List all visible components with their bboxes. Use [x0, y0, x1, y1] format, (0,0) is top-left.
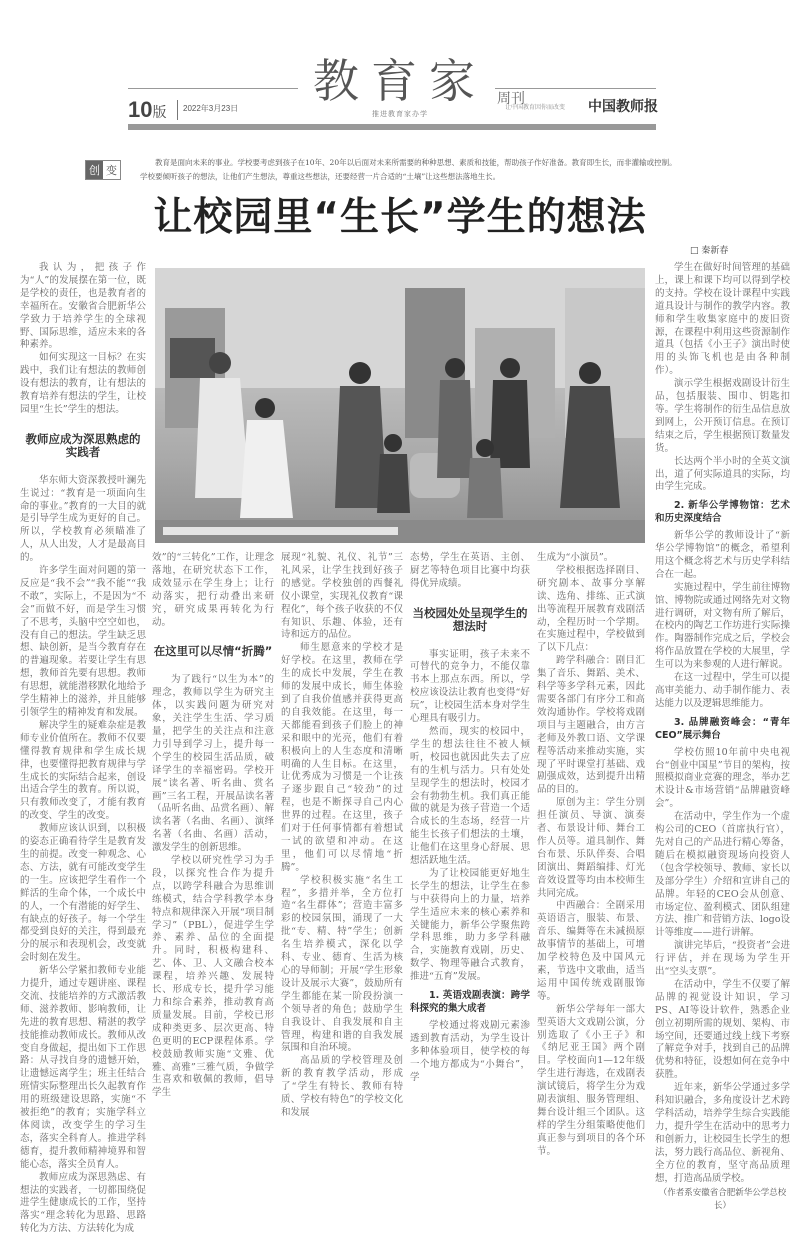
photo-group-students-teachers-icon: [155, 268, 645, 543]
subsection-heading: 2. 新华公学博物馆：艺术和历史深度结合: [655, 500, 790, 525]
article-column: [281, 552, 403, 1120]
paragraph: 学校根据选择剧目、研究剧本、故事分享解读、选角、排练、正式演出等流程开展教育戏剧活动，全程历时一个学期。在实施过程中，学校做到了以下几点：: [537, 564, 645, 654]
paragraph: 然而，现实的校园中，学生的想法往往不被人倾听，校园也就因此失去了应有的生机与活力。只有处处呈现学生的想法时，校园才会有勃勃生机。我们真正能做的就是为孩子营造一个适合成长的生态场，经营一片能生长孩子们想法的土壤，让他们在这里身心舒展、思想活跃地生活。: [410, 725, 530, 867]
paragraph: 跨学科融合：剧目汇集了音乐、舞蹈、美术、科学等多学科元素，因此需要各部门有序分工和高效沟通协作。学校将戏剧项目与主题融合，由方言老师及外教口语、文学课程等活动来推动实施，实现了平时课堂打基础、戏剧强成效，达到提升出精品的目的。: [537, 655, 645, 796]
article-column: [152, 552, 274, 1100]
paragraph: 高品质的学校管理及创新的教育教学活动，形成了“学生有特长、教师有特质、学校有特色”的学校文化和发展: [281, 1055, 403, 1118]
paper-logo: 中国教师报: [588, 99, 658, 115]
subsection-heading: 1. 英语戏剧表演：跨学科探究的集大成者: [410, 990, 530, 1014]
article-photo: [155, 268, 645, 543]
paragraph: 新华公学的教师设计了“新华公学博物馆”的概念，希望利用这个概念将艺术与历史学科结合在一起。: [655, 530, 790, 580]
article-column: [410, 552, 530, 1084]
paragraph: 教师应成为深思熟虑、有想法的实践者，一切都围绕促进学生健康成长的工作，坚持落实“理念转化为思路、思路转化为方法、方法转化为成: [20, 1171, 146, 1235]
paragraph: 中西融合：全剧采用英语语言，服装、布景、音乐、编舞等在未减损原故事情节的基础上，可增加学校特色及中国风元素，节选中文歌曲，适当运用中国传统戏剧服饰等。: [537, 900, 645, 1002]
paragraph: 新华公学每年一部大型英语大文戏剧公演，分别选取了《小王子》和《纳尼亚王国》两个剧目。学校面向1—12年级学生进行海选，在戏剧表演试镜后，将学生分为戏剧表演组、服务管理组、舞台设计组三个团队。这样的学生分组策略使他们真正参与到项目的各个环节。: [537, 1003, 645, 1157]
paragraph: 学校积极实施“名生工程”，多措并举，全方位打造“名生群体”；营造丰富多彩的校园氛围，涌现了一大批“专、精、特”学生；创新名生培养模式，深化以学科、专业、德育、生活为核心的导师制；开展“学生形象设计及展示大赛”，鼓励所有学生都能在某一阶段扮演一个领导者的角色；鼓励学生自我设计、自我发展和自主管理，构建和谐的自我发展氛围和自治环境。: [281, 874, 403, 1054]
edition-number-value: 10: [128, 97, 153, 122]
edition-unit: 版: [152, 104, 167, 120]
paragraph: 师生愿意来的学校才是好学校。在这里，教师在学生的成长中发展，学生在教师的发展中成长，师生体验到了自我价值感并获得更高的自我效能。在这里，每一天都能看到孩子们脸上的神采和眼中的光亮，他们有着积极向上的人生态度和清晰明确的人生目标。在这里，让优秀成为习惯是一个让孩子逐步跟自己“较劲”的过程，也是不断探寻自己内心世界的过程。在这里，孩子们对于任何事情都有着想试一试的欲望和冲动。在这里，他们可以尽情地“折腾”。: [281, 642, 403, 873]
paragraph: 在这一过程中，学生可以提高审美能力、动手制作能力、表达能力以及逻辑思维能力。: [655, 672, 790, 709]
article-byline: □ 秦新春: [690, 246, 729, 256]
paragraph: 学校仿照10年前中央电视台“创业中国星”节目的架构，按照模拟商业竞赛的理念，举办艺术设计&市场营销“品牌融资峰会”。: [655, 746, 790, 810]
paragraph: 解决学生的疑难杂症是教师专业价值所在。教师不仅要懂得教育规律和学生成长规律，也要懂得把教育规律与学生成长的实际结合起来，创设出适合学生的教育。所以说，只有教师改变了，才能有教育的改变、学生的改变。: [20, 719, 146, 822]
paragraph: 在活动中，学生作为一个虚构公司的CEO（首席执行官），先对自己的产品进行精心筹备，随后在模拟融资现场向投资人（包含学校领导、教师、家长以及部分学生）介绍和宣讲自己的品牌。年轻的CEO会从创意、市场定位、盈利模式、团队组建方法、推广和营销方法、logo设计等维度——进行讲解。: [655, 811, 790, 939]
paragraph: 许多学生面对问题的第一反应是“我不会”“我不能”“我不敢”，实际上，不是因为“不会”而做不好，而是学生习惯了不思考，头脑中空空如也，没有自己的想法。学生缺乏思想、缺创新，是当今教育存在的普遍现象。若要让学生有思想，教师首先要有思想。教师有思想，就能潜移默化地给予学生精神上的滋养，并且能够引领学生的精神发育和发展。: [20, 565, 146, 718]
masthead-bar: [128, 124, 656, 130]
edition-number: [128, 98, 166, 124]
paragraph: 华东师大资深教授叶澜先生说过：“教育是一项面向生命的事业。”教育的一大目的就是引导学生成为更好的自己。所以，学校教育必须瞄准了人，从人出发，人才是最高目的。: [20, 474, 146, 564]
article-column: [537, 552, 645, 1159]
paragraph: 演讲完毕后，“投资者”会进行评估，并在现场为学生开出“空头支票”。: [655, 940, 790, 978]
paragraph: 长达两个半小时的全英文演出，道了何实际道具的实际，均由学生完成。: [655, 455, 790, 493]
masthead-title: 教育家: [313, 54, 487, 108]
paragraph: 实施过程中，学生前往博物馆、博物院或通过网络先对文物进行调研，对文物有所了解后，在校内的陶艺工作坊进行实际操作。陶器制作完成之后，学校会将作品放置在学校的大展里，学生可以为来参观的人进行解说。: [655, 581, 790, 671]
article-column: [20, 262, 146, 1236]
masthead-weekly: 周刊: [497, 91, 525, 107]
author-note: （作者系安徽省合肥新华公学总校长）: [658, 1188, 787, 1212]
masthead-motto: 推进教育家办学: [372, 110, 428, 118]
paragraph: 效”的“三转化”工作，让理念落地，在研究状态下工作，成效显示在学生身上；让行动落实，把行动叠出来研究，研究成果再转化为行动。: [152, 552, 274, 628]
paragraph: 新华公学紧扣教师专业能力提升，通过专题讲座、课程交流、技能培养的方式激活教师、滋养教师、影响教师，让先进的教育思想、精湛的教学技能推动教师成长。教师从改变自身做起，提出如下工作思路：从寻找自身的遗憾开始，让遗憾远离学生；班主任结合班情实际整理出长久起教育作用的班级建设思路，实施“不被拒绝”的教育；实施学科立体阅读，改变学生的学习生态，落实全科育人。推进学科德育，提升教师精神境界和智能心态，落实全员育人。: [20, 965, 146, 1170]
section-badge: [85, 160, 121, 180]
paragraph: 在活动中，学生不仅要了解品牌的视觉设计知识，学习PS、AI等设计软件，熟悉企业创立初期所需的规划、架构、市场空间，还要通过线上线下考察了解竞争对手，找到自己的品牌优势和特征，设想如何在竞争中获胜。: [655, 978, 790, 1081]
section-heading: 教师应成为深思熟虑的实践者: [25, 431, 141, 459]
paragraph: 事实证明，孩子未来不可替代的竞争力，不能仅靠书本上那点东西。所以，学校应该设法让教育也变得“好玩”，让校园生活本身对学生心理具有吸引力。: [410, 648, 530, 725]
issue-date: 2022年3月23日: [183, 104, 239, 113]
paragraph: 学生在做好时间管理的基础上，课上和课下均可以得到学校的支持。学校在设计课程中实践道具设计与制作的教学内容。教师和学生收集家庭中的废旧资源，在课程中利用这些资源制作道具（包括《小王子》演出时使用的头饰飞机也是由各种制作）。: [655, 262, 790, 377]
paper-slogan: 让中国教育因你而改变: [505, 104, 566, 111]
section-badge-second: 变: [106, 164, 117, 177]
paragraph: 原创为主：学生分别担任演员、导演、演奏者、布景设计师、舞台工作人员等。道具制作、舞台布景、乐队伴奏、合唱团演出、舞蹈编排、灯光音效设置等均由本校师生共同完成。: [537, 797, 645, 899]
paragraph: 展现“礼貌、礼仪、礼节”三礼风采，让学生找到好孩子的感觉。学校独创的西餐礼仪小课堂，实现礼仪教育“课程化”，每个孩子收获的不仅有知识、乐趣、体验，还有诗和远方的品位。: [281, 552, 403, 641]
paragraph: 为了让校园能更好地生长学生的想法，让学生在参与中获得向上的力量，培养学生适应未来的核心素养和关键能力，新华公学聚焦跨学科思维，助力多学科融合，实施教育戏剧，历史、数学、物理等融合式教育，推进“五育”发展。: [410, 867, 530, 983]
article-intro: 教育是面向未来的事业。学校要考虑到孩子在10年、20年以后面对未来所需要的种种思想、素质和技能，帮助孩子作好准备。教育即生长，而非灌输或控制。学校要倾听孩子的想法，让他们产生想法，尊重这些想法，还要经营一片合适的“土壤”让这些想法落地生长。: [140, 158, 677, 181]
paragraph: 我认为，把孩子作为“人”的发展摆在第一位，既是学校的责任，也是教育者的幸福所在。安徽省合肥新华公学致力于培养学生的全球视野、国际思维，适应未来的各种素养。: [20, 262, 146, 351]
article-headline: 让校园里“生长”学生的想法: [153, 195, 647, 240]
paragraph: 演示学生根据戏剧设计衍生品，包括服装、围巾、钥匙扣等。学生将制作的衍生品信息放到网上，公开预订信息。在预订结束之后，学生根据预订数量发货。: [655, 378, 790, 454]
paragraph: 生成为“小演员”。: [537, 552, 614, 563]
article-column: [655, 262, 790, 1213]
section-badge-first: 创: [86, 161, 103, 179]
paragraph: 态势，学生在英语、主创、厨艺等特色项目比赛中均获得优异成绩。: [410, 552, 530, 589]
paragraph: 近年来，新华公学通过多学科知识融合，多角度设计艺术跨学科活动，培养学生综合实践能力，提升学生在活动中的思考力和创新力，让校园生长学生的想法，努力践行高品位、新视角、全方位的教育，坚守高品质理想，打造高品质学校。: [655, 1082, 790, 1184]
paragraph: 教师应该认识到，以积极的姿态正确看待学生是教育发生的前提。改变一种观念、心态、方法，就有可能改变学生的一生。应该把学生看作一个鲜活的生命个体，一个成长中的人，一个有潜能的好学生、有缺点的好孩子。每一个学生都受到良好的关注，得到最充分的展示和表现机会，改变就会时刻在发生。: [20, 823, 146, 964]
paragraph: 如何实现这一目标？在实践中，我们让有想法的教师创设有想法的教育，让有想法的教育培养有想法的学生，让校园里“生长”学生的想法。: [20, 352, 146, 415]
edition-divider: [177, 100, 178, 120]
section-heading: 当校园处处呈现学生的想法时: [412, 605, 528, 633]
section-heading: 在这里可以尽情“折腾”: [153, 644, 273, 659]
subsection-heading: 3. 品牌融资峰会：“青年CEO”展示舞台: [655, 716, 790, 741]
paragraph: 学校以研究性学习为手段，以探究性合作为提升点，以跨学科融合为思维训练模式，结合学科教学本身特点和规律深入开展“项目制学习”（PBL），促进学生学养、素养、品位的全面提升。同时，积极构建科、艺、体、卫、人文融合校本课程，培养兴趣、发展特长、形成专长，提升学习能力和综合素养，推动教育高质量发展。目前，学校已形成种类更多、层次更高、特色更明的ECP课程体系。学校鼓励教师实施“文雅、优雅、高雅”三雅气质，争做学生喜欢和敬佩的教师，倡导学生: [152, 855, 274, 1099]
paragraph: 学校通过将戏剧元素渗透到教育活动，为学生设计多种体验项目，使学校的每一个地方都成为“小舞台”，学: [410, 1019, 530, 1083]
paragraph: 为了践行“以生为本”的理念，教师以学生为研究主体，以实践问题为研究对象，关注学生生活、学习质量，把学生的关注点和注意力引导到学习上，提升每一个学生的校园生活品质，破译学生的幸福密码。学校开展“读名著、听名曲、赏名画”三名工程，开展品读名著（品听名曲、品赏名画）、解读名著（名曲、名画）、演绎名著（名曲、名画）活动，激发学生的创新思维。: [152, 674, 274, 854]
